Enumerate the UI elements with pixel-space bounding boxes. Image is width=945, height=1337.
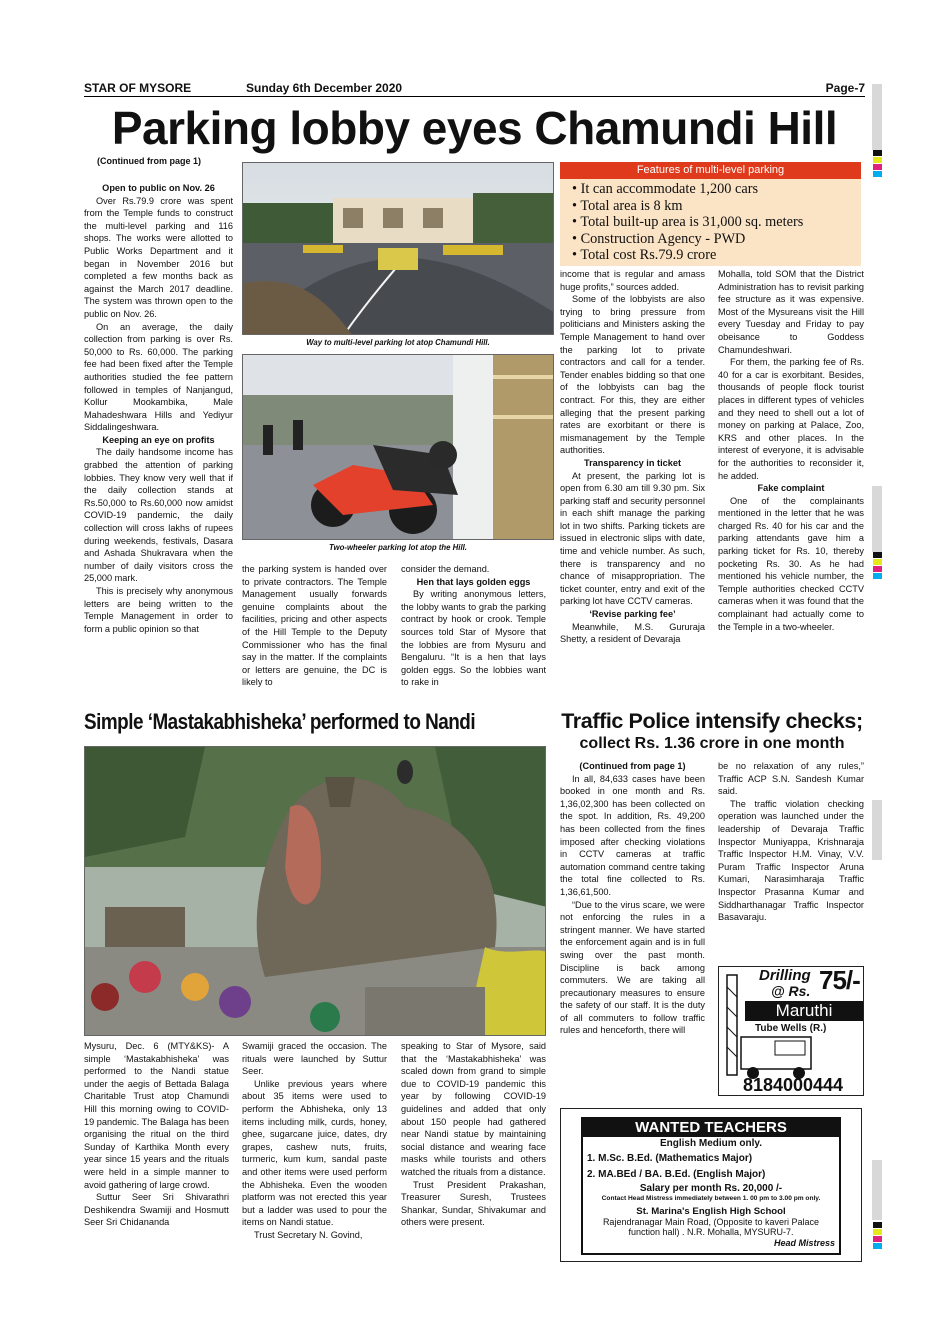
paragraph: Over Rs.79.9 crore was spent from the Temple funds to construct the multi-level parking and 116 shops. The works were allotted to Public Works Department and it began in November 2016 but completed a few months back as against the March 2017 deadline. The system was thrown open to the public on Nov. 26.	[84, 195, 233, 319]
teachers-ad-contact: Contact Head Mistress immediately between 1. 00 pm to 3.00 pm only.	[601, 1195, 821, 1202]
paragraph: Suttur Seer Sri Shivarathri Deshikendra Swamiji and Hosmutt Seer Sri Chidananda	[84, 1192, 229, 1228]
paragraph: Some of the lobbyists are also trying to bring pressure from politicians and Ministers asking the Temple Management to hand over the parking lot to private contractors and call for a tender. Tender enables bidding so that one of the lobbyists can bag the contract. For this, they are either alleging that the present parking rates are exorbitant or there is mismanagement by the Temple authorities.	[560, 294, 705, 456]
swatch-black	[873, 150, 882, 156]
paragraph: Mohalla, told SOM that the District Administration has to revisit parking fee structure as it was expensive. Most of the Mysureans visit the Hill every Tuesday and Friday to pay obeisance to Goddess Chamundeshwari.	[718, 269, 864, 355]
paragraph: the parking system is handed over to private contractors. The Temple Management usually forwards genuine complaints about the facilities, pricing and other aspects of the Hill Temple to the Deputy Commissioner who has the final say in the matter. If the complaints or letters are genuine, the DC is likely to	[242, 564, 387, 688]
paragraph: Meanwhile, M.S. Gururaja Shetty, a resident of Devaraja	[560, 621, 705, 645]
subheading: Keeping an eye on profits	[102, 434, 215, 445]
swatch-black	[873, 1222, 882, 1228]
nandi-column-3	[401, 1040, 546, 1266]
teachers-ad-address-1: Rajendranagar Main Road, (Opposite to kaveri Palace	[602, 1217, 820, 1227]
item-2-subject: (English Major)	[693, 1169, 766, 1180]
bullet-icon: •	[572, 214, 581, 231]
nandi-headline: Simple ‘Mastakabhisheka’ performed to Nandi	[84, 709, 476, 734]
paragraph: Trust Secretary N. Govind,	[254, 1229, 363, 1240]
print-strip	[872, 800, 882, 860]
paragraph: On an average, the daily collection from parking is over Rs. 50,000 to Rs. 60,000. The parking fee had been fixed after the Temple authorities studied the fee pattern followed in temples of Nanjangud, Kollur Mookambika, Male Mahadeshwara Hills and Yediyur Siddalingeshwara.	[84, 321, 233, 433]
issue-date: Sunday 6th December 2020	[246, 81, 403, 95]
swatch-cyan	[873, 1243, 882, 1249]
teachers-ad-signature: Head Mistress	[773, 1238, 835, 1248]
swatch-cyan	[873, 171, 882, 177]
paragraph: The daily handsome income has grabbed the attention of parking lobbies. They know very well that if the daily collection stands at Rs.50,000 to Rs.60,000 now amidst COVID-19 pandemic, the daily collection will cross lakhs of rupees during weekends, festivals, Dasara and Ashada Shukravara when the number of daily visitors cross the 25,000 mark.	[84, 447, 233, 584]
feature-item	[572, 214, 861, 231]
features-list	[560, 179, 861, 264]
swatch-cyan	[873, 573, 882, 579]
item-2-degree: MA.BEd / BA. B.Ed.	[598, 1169, 691, 1180]
teachers-ad-address-2: function hall) . N.R. Mohalla, MYSURU-7.	[628, 1227, 794, 1237]
paragraph: By writing anonymous letters, the lobby wants to grab the parking contract by hook or crook. Temple sources told Star of Mysore that the lobbies are from Mysuru and Bengaluru. “It is a hen that lays golden eggs. So the lobbies want to rake in	[401, 589, 546, 688]
teachers-ad-item-1	[587, 1153, 752, 1164]
item-1-number: 1.	[587, 1153, 596, 1164]
swatch-magenta	[873, 1236, 882, 1242]
teachers-ad	[560, 1108, 862, 1262]
teachers-ad-school: St. Marina's English High School	[636, 1206, 786, 1217]
traffic-column-1	[560, 760, 705, 1096]
item-2-number: 2.	[587, 1169, 596, 1180]
print-strip	[872, 486, 882, 552]
paragraph: The traffic violation checking operation was launched under the leadership of Devaraja Traffic Inspector Muniyappa, Krishnaraja Traffic Inspector H.M. Vinay, V.V. Puram Traffic Inspector Aruna Kumari, Narasimharaja Traffic Inspector Prasanna Kumar and Siddharthanagar Traffic Inspector Basavaraju.	[718, 798, 864, 923]
print-strip	[872, 1160, 882, 1220]
ad-sub: Tube Wells (R.)	[755, 1023, 827, 1034]
photo-caption-1: Way to multi-level parking lot atop Chamundi Hill.	[306, 338, 490, 347]
swatch-yellow	[873, 559, 882, 565]
teachers-ad-item-2	[587, 1169, 765, 1180]
paragraph: consider the demand.	[401, 564, 490, 574]
paragraph: One of the complainants mentioned in the letter that he was charged Rs. 40 for his car and the parking attendants gave him a parking ticket for Rs. 10, thereby pocketing Rs. 30. As he had mentioned his vehicle number, the Temple authorities checked CCTV cameras when it was found that the complainant had actually come to the Temple in a two-wheeler.	[718, 495, 864, 632]
article-column-2	[242, 563, 387, 703]
traffic-headline-2: collect Rs. 1.36 crore in one month	[579, 735, 845, 752]
feature-item	[572, 247, 861, 264]
nandi-illustration	[85, 747, 546, 1036]
paragraph: Mysuru, Dec. 6 (MTY&KS)- A simple ‘Mastakabhisheka’ was performed to the Nandi statue under the aegis of Bettada Balaga Charitable Trust atop Chamundi Hill this morning owing to COVID-19 pandemic. The Balaga has been organising the ritual on the third Sunday of Karthika Month every year since 15 years and the rituals were held in a simple manner to avoid gathering of large crowd.	[84, 1041, 229, 1190]
feature-text: Construction Agency - PWD	[580, 230, 746, 247]
subheading: Transparency in ticket	[583, 457, 682, 468]
paragraph: “Due to the virus scare, we were not enforcing the rules in a stringent manner. We have started the enforcement again and is in full swing over the past month. Discipline is back among commuters. We are taking all precautionary measures to ensure the safety of our staff. It is the duty of all commuters to follow traffic rules and henceforth, there will	[560, 899, 705, 1036]
swatch-yellow	[873, 157, 882, 163]
print-strip	[872, 84, 882, 150]
two-wheeler-photo	[242, 354, 554, 540]
main-headline: Parking lobby eyes Chamundi Hill	[111, 102, 838, 154]
ad-brand: Maruthi	[745, 1001, 863, 1021]
two-wheeler-illustration	[243, 355, 554, 540]
paragraph: speaking to Star of Mysore, said that the ‘Mastakabhisheka’ was scaled down from grand to simple due to COVID-19 pandemic this year by following COVID-19 guidelines and added that only about 150 people had gathered near Nandi statue by maintaining social distance and wearing face masks while tourists and others watched the rituals from a distance.	[401, 1041, 546, 1177]
features-title: Features of multi-level parking	[560, 162, 861, 179]
feature-text: Total built-up area is 31,000 sq. meters	[580, 214, 804, 231]
bullet-icon: •	[572, 181, 581, 197]
maruthi-ad	[718, 966, 864, 1096]
item-1-degree: M.Sc. B.Ed.	[598, 1153, 653, 1164]
feature-item	[572, 181, 861, 198]
paragraph: In all, 84,633 cases have been booked in one month and Rs. 1,36,02,300 has been collected on the spot. In addition, Rs. 49,200 has been collected from the fines imposed after checking violations in CCTV cameras at traffic automation command centre taking the total fine collected to Rs. 1,36,61,500.	[560, 773, 705, 897]
traffic-headline-1: Traffic Police intensify checks;	[561, 709, 863, 733]
photo-caption-2: Two-wheeler parking lot atop the Hill.	[329, 543, 467, 552]
paragraph: At present, the parking lot is open from 6.30 am till 9.30 pm. Six parking staff and security personnel in each shift manage the parking lot in two shifts. Parking tickets are issued in electronic slips with date, time and vehicle number. As such, there is transparency and no chance of misappropriation. The ticket counter, entry and exit of the parking lot have CCTV cameras.	[560, 470, 705, 607]
swatch-magenta	[873, 164, 882, 170]
ad-at-rs-label: @ Rs.	[771, 983, 811, 999]
article-column-1	[84, 182, 233, 703]
bullet-icon: •	[572, 197, 581, 214]
features-box	[560, 162, 861, 266]
ad-drilling-label: Drilling	[759, 967, 811, 984]
nandi-column-2	[242, 1040, 387, 1266]
parking-road-illustration	[243, 163, 554, 335]
ad-price: 75/-	[819, 966, 860, 995]
feature-text: Total area is 8 km	[580, 197, 683, 214]
subheading: (Continued from page 1)	[579, 761, 686, 771]
swatch-black	[873, 552, 882, 558]
paragraph: income that is regular and amass huge profits,” sources added.	[560, 269, 705, 292]
paragraph: This is precisely why anonymous letters are being written to the Temple Management in order to form a public opinion so that	[84, 586, 233, 634]
bullet-icon: •	[572, 247, 581, 264]
feature-text: Total cost Rs.79.9 crore	[580, 247, 717, 264]
feature-text: It can accommodate 1,200 cars	[580, 181, 759, 197]
nandi-column-1	[84, 1040, 229, 1266]
subheading: Hen that lays golden eggs	[416, 576, 531, 587]
paragraph: For them, the parking fee of Rs. 40 for a car is exorbitant. Besides, thousands of people flock tourist places in different types of vehicles and they need to shell out a lot of money on parking at Palace, Zoo, KRS and other places. In the interest of everyone, it is advisable for the authorities to reconsider it, he added.	[718, 357, 864, 481]
paragraph: Trust President Prakashan, Treasurer Suresh, Trustees Shankar, Sundar, Shivakumar and others were present.	[401, 1179, 546, 1228]
continued-note: (Continued from page 1)	[97, 156, 201, 166]
feature-item	[572, 231, 861, 248]
header-rule	[84, 96, 865, 97]
subheading: Fake complaint	[757, 483, 825, 494]
nandi-photo	[84, 746, 546, 1036]
traffic-column-2	[718, 760, 864, 956]
paragraph: be no relaxation of any rules,” Traffic ACP S.N. Sandesh Kumar said.	[718, 761, 864, 797]
teachers-ad-medium: English Medium only.	[659, 1138, 763, 1149]
swatch-magenta	[873, 566, 882, 572]
subheading: ‘Revise parking fee’	[589, 609, 676, 620]
page-number: Page-7	[825, 81, 865, 95]
item-1-subject: (Mathematics Major)	[655, 1153, 753, 1164]
swatch-yellow	[873, 1229, 882, 1235]
paragraph: Swamiji graced the occasion. The rituals were launched by Suttur Seer.	[242, 1041, 387, 1077]
paragraph: Unlike previous years where about 35 items were used to perform the Abhisheka, only 13 items including milk, curds, honey, ghee, sugarcane juice, dates, dry grapes, cashew nuts, fruits, turmeric, kum kum, sandal paste and other items were used perform the Abhisheka. Even the wooden platform was not erected this year but a ladder was used to pour the items on Nandi statue.	[242, 1078, 387, 1228]
article-column-4	[560, 268, 705, 703]
article-column-5	[718, 268, 864, 703]
feature-item	[572, 198, 861, 215]
teachers-ad-title: WANTED TEACHERS	[583, 1119, 839, 1137]
subheading: Open to public on Nov. 26	[102, 183, 215, 193]
parking-road-photo	[242, 162, 554, 335]
article-column-3	[401, 563, 546, 703]
masthead-name: STAR OF MYSORE	[84, 81, 192, 95]
bullet-icon: •	[572, 230, 581, 247]
ad-phone: 8184000444	[742, 1075, 844, 1095]
teachers-ad-salary: Salary per month Rs. 20,000 /-	[639, 1183, 783, 1194]
